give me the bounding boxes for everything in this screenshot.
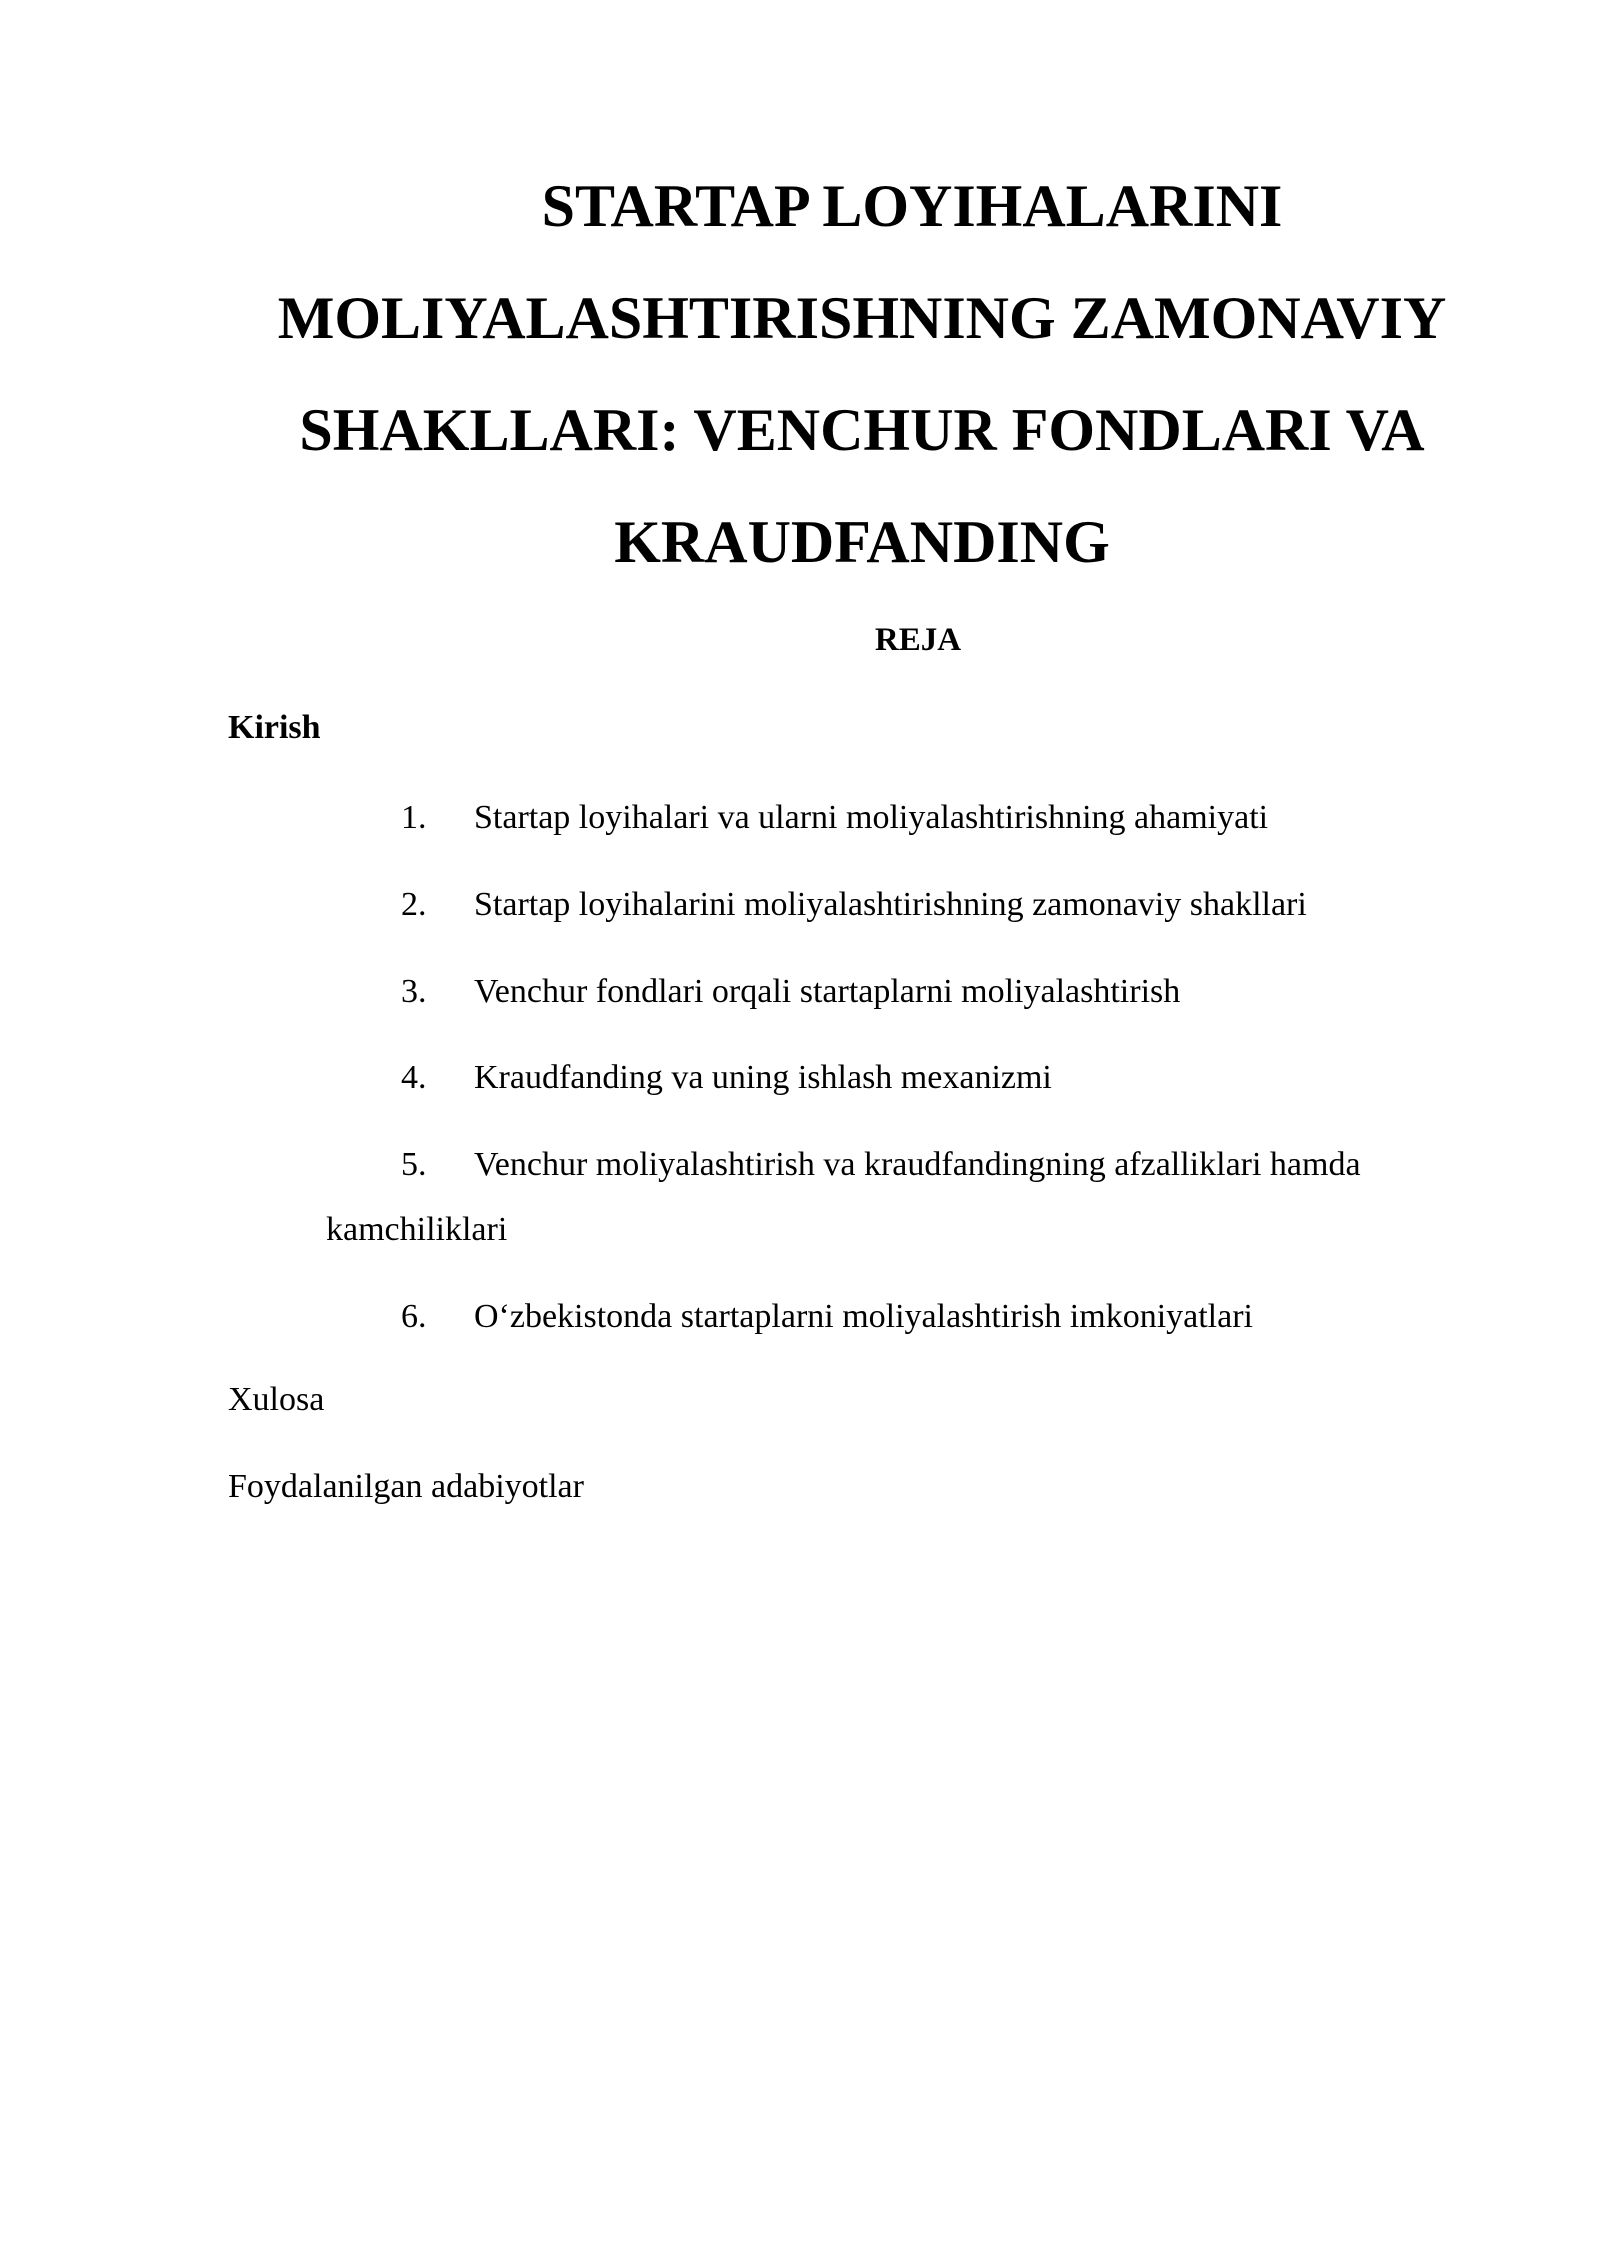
- plan-item-text: Startap loyihalarini moliyalashtirishning zamonaviy shakllari: [474, 886, 1307, 923]
- intro-heading: Kirish: [228, 709, 321, 746]
- plan-item-text: Venchur moliyalashtirish va kraudfandingning afzalliklari hamda kamchiliklari: [326, 1146, 1361, 1248]
- plan-item: [326, 959, 1496, 1024]
- title-line: STARTAP LOYIHALARINI: [541, 173, 1283, 239]
- conclusion-heading: Xulosa: [228, 1381, 325, 1418]
- plan-item-number: 4.: [401, 1059, 427, 1096]
- title-line: MOLIYALASHTIRISHNING ZAMONAVIY: [277, 285, 1447, 351]
- plan-item: [326, 785, 1496, 850]
- plan-item-number: 3.: [401, 973, 427, 1010]
- plan-item-text: Startap loyihalari va ularni moliyalashtirishning ahamiyati: [474, 799, 1269, 836]
- plan-item: [326, 1284, 1496, 1349]
- plan-item: [326, 1045, 1496, 1110]
- references-heading: Foydalanilgan adabiyotlar: [228, 1468, 584, 1505]
- title-line: KRAUDFANDING: [614, 509, 1110, 575]
- plan-item-text: O‘zbekistonda startaplarni moliyalashtirish imkoniyatlari: [474, 1298, 1253, 1335]
- plan-item-number: 6.: [401, 1298, 427, 1335]
- plan-item-number: 5.: [401, 1146, 427, 1183]
- plan-item: [326, 872, 1496, 937]
- title-line: SHAKLLARI: VENCHUR FONDLARI VA: [299, 397, 1425, 463]
- plan-item-number: 1.: [401, 799, 427, 836]
- plan-item: [326, 1132, 1496, 1262]
- plan-item-number: 2.: [401, 886, 427, 923]
- plan-heading: REJA: [874, 622, 962, 658]
- plan-item-text: Kraudfanding va uning ishlash mexanizmi: [474, 1059, 1052, 1096]
- plan-item-text: Venchur fondlari orqali startaplarni moliyalashtirish: [474, 973, 1181, 1010]
- document-title: [228, 150, 1496, 598]
